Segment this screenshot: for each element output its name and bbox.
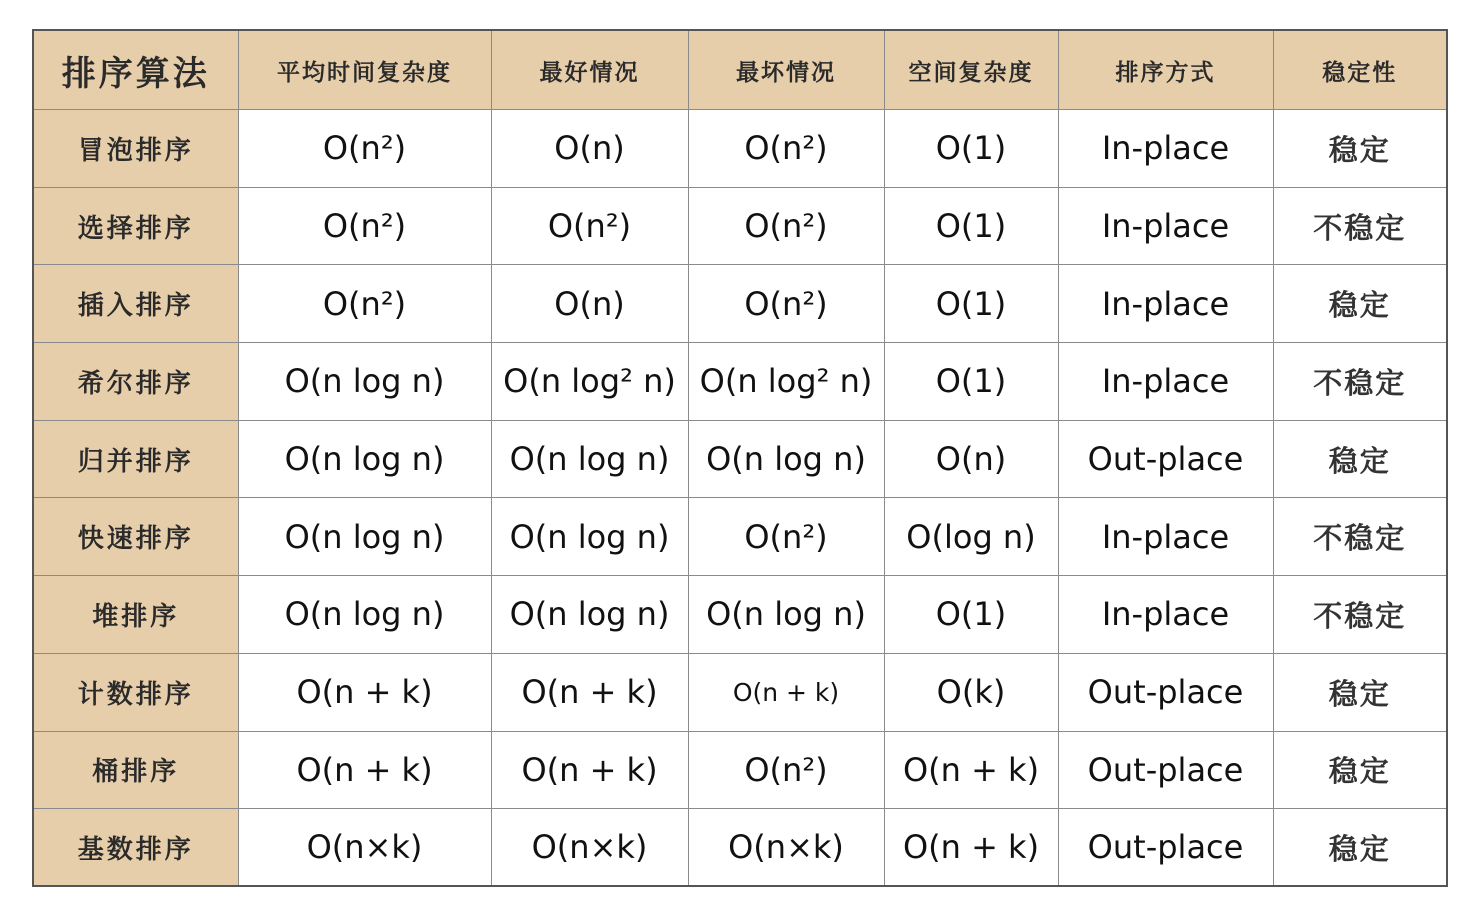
stability-cell: 稳定 xyxy=(1273,731,1447,809)
algorithm-name: 快速排序 xyxy=(33,498,238,576)
table-row xyxy=(33,420,1447,498)
algorithm-name: 计数排序 xyxy=(33,653,238,731)
header-stability: 稳定性 xyxy=(1273,30,1447,110)
algorithm-name: 插入排序 xyxy=(33,265,238,343)
space-cell: O(n + k) xyxy=(884,731,1058,809)
sort-mode-cell: Out-place xyxy=(1058,653,1273,731)
stability-cell: 不稳定 xyxy=(1273,498,1447,576)
table-row xyxy=(33,110,1447,188)
best-case-cell: O(n²) xyxy=(491,187,688,265)
header-algorithm: 排序算法 xyxy=(33,30,238,110)
table-row xyxy=(33,809,1447,887)
space-cell: O(n) xyxy=(884,420,1058,498)
table-row xyxy=(33,731,1447,809)
header-space: 空间复杂度 xyxy=(884,30,1058,110)
sorting-complexity-table xyxy=(32,29,1448,887)
average-time-cell: O(n²) xyxy=(238,187,491,265)
best-case-cell: O(n) xyxy=(491,265,688,343)
average-time-cell: O(n log n) xyxy=(238,420,491,498)
stability-cell: 不稳定 xyxy=(1273,576,1447,654)
average-time-cell: O(n²) xyxy=(238,110,491,188)
header-worst-case: 最坏情况 xyxy=(688,30,884,110)
space-cell: O(1) xyxy=(884,265,1058,343)
space-cell: O(1) xyxy=(884,187,1058,265)
space-cell: O(1) xyxy=(884,576,1058,654)
best-case-cell: O(n + k) xyxy=(491,653,688,731)
sort-mode-cell: Out-place xyxy=(1058,731,1273,809)
algorithm-name: 归并排序 xyxy=(33,420,238,498)
table-body xyxy=(33,110,1447,887)
worst-case-cell: O(n + k) xyxy=(688,653,884,731)
space-cell: O(1) xyxy=(884,110,1058,188)
average-time-cell: O(n log n) xyxy=(238,498,491,576)
table-row xyxy=(33,653,1447,731)
sort-mode-cell: In-place xyxy=(1058,110,1273,188)
worst-case-cell: O(n log² n) xyxy=(688,343,884,421)
worst-case-cell: O(n²) xyxy=(688,187,884,265)
header-mode: 排序方式 xyxy=(1058,30,1273,110)
best-case-cell: O(n log n) xyxy=(491,576,688,654)
space-cell: O(log n) xyxy=(884,498,1058,576)
best-case-cell: O(n log n) xyxy=(491,420,688,498)
sort-mode-cell: In-place xyxy=(1058,498,1273,576)
table-row xyxy=(33,343,1447,421)
stability-cell: 稳定 xyxy=(1273,110,1447,188)
space-cell: O(k) xyxy=(884,653,1058,731)
algorithm-name: 基数排序 xyxy=(33,809,238,887)
best-case-cell: O(n×k) xyxy=(491,809,688,887)
best-case-cell: O(n log² n) xyxy=(491,343,688,421)
algorithm-name: 冒泡排序 xyxy=(33,110,238,188)
table-header xyxy=(33,30,1447,110)
best-case-cell: O(n log n) xyxy=(491,498,688,576)
algorithm-name: 希尔排序 xyxy=(33,343,238,421)
worst-case-cell: O(n²) xyxy=(688,498,884,576)
average-time-cell: O(n + k) xyxy=(238,731,491,809)
space-cell: O(n + k) xyxy=(884,809,1058,887)
average-time-cell: O(n log n) xyxy=(238,343,491,421)
stability-cell: 稳定 xyxy=(1273,420,1447,498)
sort-mode-cell: In-place xyxy=(1058,576,1273,654)
stability-cell: 稳定 xyxy=(1273,809,1447,887)
worst-case-cell: O(n log n) xyxy=(688,420,884,498)
average-time-cell: O(n²) xyxy=(238,265,491,343)
stability-cell: 稳定 xyxy=(1273,265,1447,343)
sort-mode-cell: Out-place xyxy=(1058,420,1273,498)
algorithm-name: 桶排序 xyxy=(33,731,238,809)
sort-mode-cell: Out-place xyxy=(1058,809,1273,887)
table-row xyxy=(33,576,1447,654)
table-row xyxy=(33,187,1447,265)
sort-mode-cell: In-place xyxy=(1058,265,1273,343)
worst-case-cell: O(n×k) xyxy=(688,809,884,887)
worst-case-cell: O(n²) xyxy=(688,265,884,343)
stability-cell: 稳定 xyxy=(1273,653,1447,731)
space-cell: O(1) xyxy=(884,343,1058,421)
worst-case-cell: O(n log n) xyxy=(688,576,884,654)
header-row xyxy=(33,30,1447,110)
sort-mode-cell: In-place xyxy=(1058,187,1273,265)
average-time-cell: O(n + k) xyxy=(238,653,491,731)
average-time-cell: O(n log n) xyxy=(238,576,491,654)
average-time-cell: O(n×k) xyxy=(238,809,491,887)
stability-cell: 不稳定 xyxy=(1273,343,1447,421)
header-best-case: 最好情况 xyxy=(491,30,688,110)
table-row xyxy=(33,498,1447,576)
worst-case-cell: O(n²) xyxy=(688,110,884,188)
algorithm-name: 选择排序 xyxy=(33,187,238,265)
stability-cell: 不稳定 xyxy=(1273,187,1447,265)
best-case-cell: O(n + k) xyxy=(491,731,688,809)
best-case-cell: O(n) xyxy=(491,110,688,188)
header-average-time: 平均时间复杂度 xyxy=(238,30,491,110)
worst-case-cell: O(n²) xyxy=(688,731,884,809)
sort-mode-cell: In-place xyxy=(1058,343,1273,421)
algorithm-name: 堆排序 xyxy=(33,576,238,654)
table-row xyxy=(33,265,1447,343)
